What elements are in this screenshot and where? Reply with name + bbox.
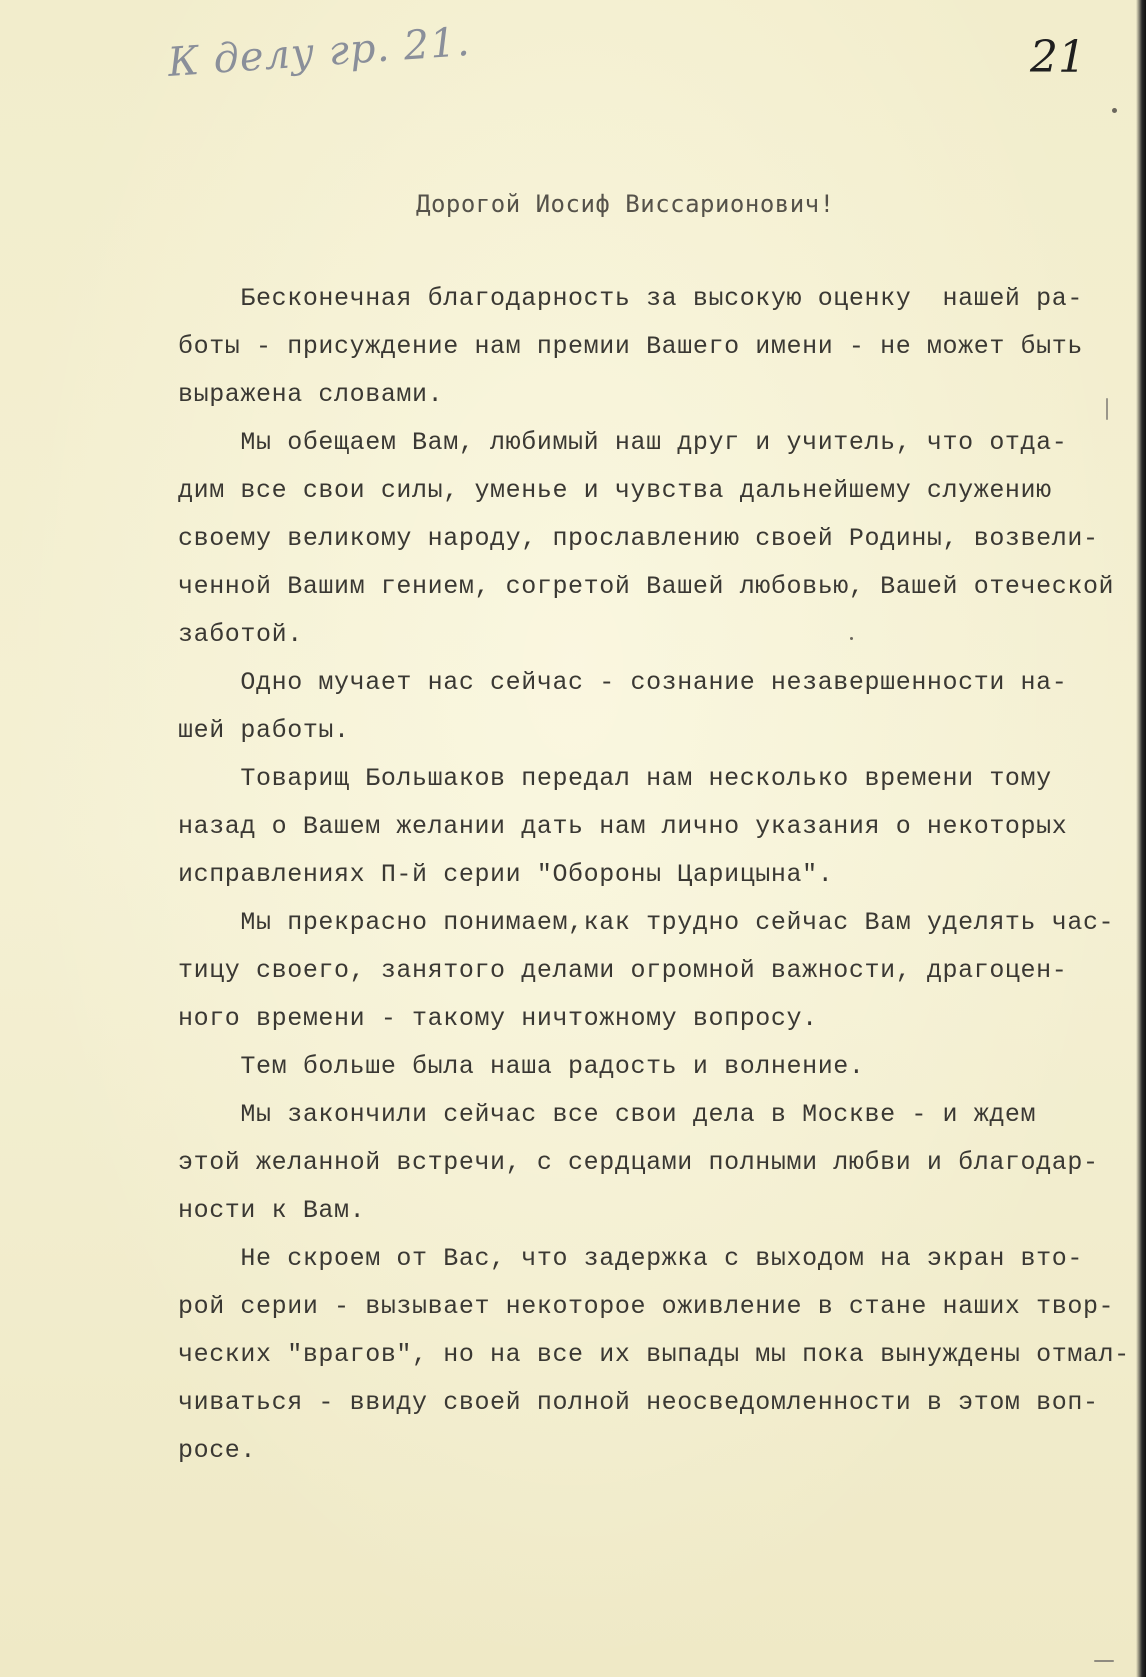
salutation: Дорогой Иосиф Виссарионович! <box>416 190 835 218</box>
page-edge-shadow <box>1136 0 1146 1677</box>
body-line: Товарищ Большаков передал нам несколько времени тому <box>178 764 1052 793</box>
body-line: Мы закончили сейчас все свои дела в Москве - и ждем <box>178 1100 1037 1129</box>
body-line: росе. <box>178 1436 257 1465</box>
body-line: заботой. <box>178 620 303 649</box>
body-line: Не скроем от Вас, что задержка с выходом на экран вто- <box>178 1244 1083 1273</box>
body-line: Тем больше была наша радость и волнение. <box>178 1052 865 1081</box>
body-line: ного времени - такому ничтожному вопросу. <box>178 1004 818 1033</box>
paper-mark <box>1094 1660 1114 1662</box>
body-line: Мы обещаем Вам, любимый наш друг и учитель, что отда- <box>178 428 1068 457</box>
body-line: боты - присуждение нам премии Вашего имени - не может быть <box>178 332 1083 361</box>
body-line: рой серии - вызывает некоторое оживление в стане наших твор- <box>178 1292 1115 1321</box>
body-line: ности к Вам. <box>178 1196 366 1225</box>
paper-speck <box>850 637 853 640</box>
letter-body <box>178 275 1128 1475</box>
body-line: чиваться - ввиду своей полной неосведомленности в этом воп- <box>178 1388 1099 1417</box>
folio-number: 21 <box>1030 32 1086 83</box>
body-line: тицу своего, занятого делами огромной важности, драгоцен- <box>178 956 1068 985</box>
body-line: Бесконечная благодарность за высокую оценку нашей ра- <box>178 284 1083 313</box>
paper-mark <box>1106 398 1108 420</box>
body-line: Мы прекрасно понимаем,как трудно сейчас Вам уделять час- <box>178 908 1115 937</box>
body-line: дим все свои силы, уменье и чувства дальнейшему служению <box>178 476 1052 505</box>
body-line: исправлениях П-й серии "Обороны Царицына". <box>178 860 834 889</box>
body-line: Одно мучает нас сейчас - сознание незавершенности на- <box>178 668 1068 697</box>
paper-speck <box>1112 108 1117 113</box>
body-line: этой желанной встречи, с сердцами полными любви и благодар- <box>178 1148 1099 1177</box>
body-line: выражена словами. <box>178 380 444 409</box>
body-line: назад о Вашем желании дать нам лично указания о некоторых <box>178 812 1068 841</box>
body-line: своему великому народу, прославлению своей Родины, возвели- <box>178 524 1099 553</box>
handwritten-archive-note: К делу гр. 21. <box>166 18 472 86</box>
body-line: ческих "врагов", но на все их выпады мы пока вынуждены отмал- <box>178 1340 1130 1369</box>
body-line: ченной Вашим гением, согретой Вашей любовью, Вашей отеческой <box>178 572 1115 601</box>
body-line: шей работы. <box>178 716 350 745</box>
